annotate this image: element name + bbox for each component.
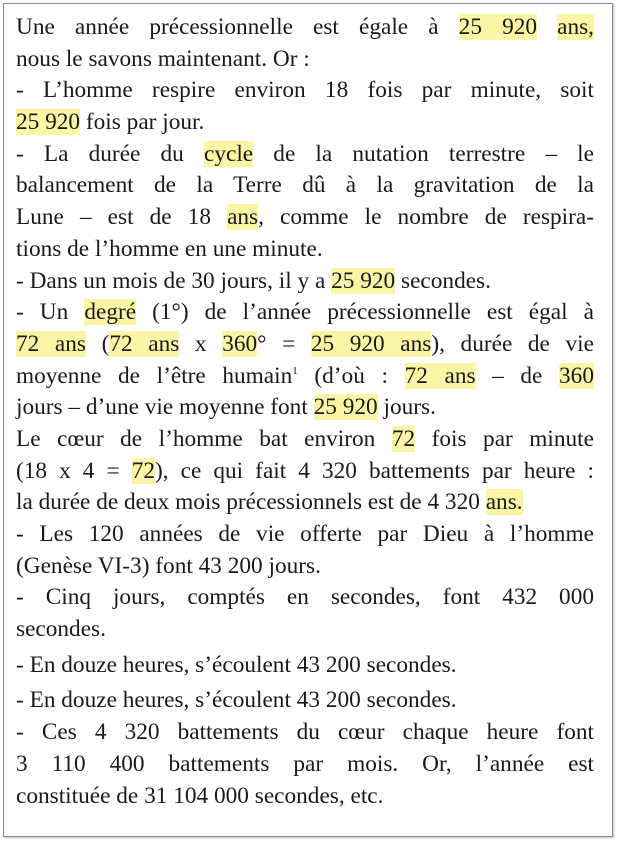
text-run: - Un [16, 299, 85, 326]
highlighted-term: ans, [557, 14, 594, 40]
text-line [16, 749, 594, 781]
highlighted-term: 25 920 [16, 109, 81, 136]
highlighted-term: 72 ans [109, 330, 180, 357]
text-run: secondes. [16, 616, 106, 643]
text-run: ( [85, 330, 110, 357]
text-run: nous le savons maintenant. Or : [16, 45, 310, 72]
highlighted-term: 72 ans [16, 330, 86, 357]
text-run: (Genèse VI-3) font 43 200 jours. [16, 552, 321, 579]
text-line [16, 614, 594, 646]
text-line [16, 487, 594, 519]
text-line [16, 551, 594, 583]
highlighted-term: 25 920 [458, 14, 538, 40]
text-line [16, 392, 594, 424]
text-line [16, 266, 594, 298]
text-run: ), durée de vie [431, 330, 594, 357]
highlighted-term: 72 [131, 457, 155, 484]
text-run: (d’où : [297, 362, 405, 389]
text-run: – de [475, 362, 560, 389]
text-run: - En douze heures, s’écoulent 43 200 secondes. [16, 651, 457, 678]
text-run: Le cœur de l’homme bat environ [16, 425, 392, 452]
text-line [16, 685, 594, 717]
text-run: , comme le nombre de respira- [258, 204, 594, 231]
text-run: - L’homme respire environ 18 fois par minute, soit [16, 77, 594, 104]
text-run: de la nutation terrestre – le [253, 140, 594, 167]
text-line [16, 202, 594, 234]
text-run: constituée de 31 104 000 secondes, etc. [16, 782, 384, 809]
text-run: - Dans un mois de 30 jours, il y a [16, 267, 332, 294]
text-line [16, 781, 594, 813]
highlighted-term: 72 ans [404, 362, 476, 389]
text-run: - Les 120 années de vie offerte par Dieu à l’homme [16, 521, 594, 547]
text-run: - Cinq jours, comptés en secondes, font 432 000 [16, 584, 594, 611]
text-run: Lune – est de 18 [16, 204, 228, 231]
text-run: ° = [257, 330, 311, 357]
text-run: fois par minute [415, 425, 594, 452]
text-run: ), ce qui fait 4 320 battements par heure : [155, 457, 594, 484]
text-line [16, 519, 594, 551]
text-run: tions de l’homme en une minute. [16, 235, 323, 262]
highlighted-term: degré [84, 299, 137, 326]
text-line [16, 717, 594, 749]
text-run: - Ces 4 320 battements du cœur chaque heure font [16, 719, 594, 746]
highlighted-term: 25 920 [313, 394, 378, 421]
highlighted-term: 360 [222, 330, 258, 357]
text-line [16, 234, 594, 266]
text-line [16, 329, 594, 361]
text-run: (1°) de l’année précessionnelle est égal à [136, 299, 594, 326]
highlighted-term: 25 920 [331, 267, 396, 294]
footnote-marker: 1 [292, 364, 298, 377]
text-line [16, 75, 594, 107]
text-run: moyenne de l’être humain [16, 362, 293, 389]
highlighted-term: ans. [485, 489, 523, 516]
text-run: (18 x 4 = [16, 457, 132, 484]
highlighted-term: 360 [559, 362, 594, 389]
text-line [16, 107, 594, 139]
text-line [16, 139, 594, 171]
text-line [16, 582, 594, 614]
highlighted-term: ans [227, 204, 259, 231]
text-run: la durée de deux mois précessionnels est de 4 320 [16, 489, 486, 516]
text-line [16, 44, 594, 76]
text-line [16, 297, 594, 329]
text-line [16, 424, 594, 456]
page-frame [3, 3, 613, 837]
text-run: jours – d’une vie moyenne font [16, 394, 314, 421]
text-run: jours. [377, 394, 436, 421]
text-run: x [179, 330, 223, 357]
highlighted-term: 72 [391, 425, 416, 452]
highlighted-term: cycle [203, 140, 254, 167]
text-line [16, 361, 594, 393]
text-run: fois par jour. [80, 109, 205, 136]
text-line [16, 12, 594, 44]
text-run: - En douze heures, s’écoulent 43 200 secondes. [16, 687, 457, 714]
text-line [16, 170, 594, 202]
text-run: balancement de la Terre dû à la gravitation de la [16, 172, 594, 199]
highlighted-term: 25 920 ans [310, 330, 432, 357]
text-run: secondes. [395, 267, 491, 294]
text-run: Une année précessionnelle est égale à [16, 14, 459, 40]
text-run [537, 14, 557, 40]
text-run: - La durée du [16, 140, 204, 167]
text-line [16, 650, 594, 682]
text-body [16, 12, 594, 812]
text-run: 3 110 400 battements par mois. Or, l’année est [16, 750, 594, 777]
text-line [16, 456, 594, 488]
